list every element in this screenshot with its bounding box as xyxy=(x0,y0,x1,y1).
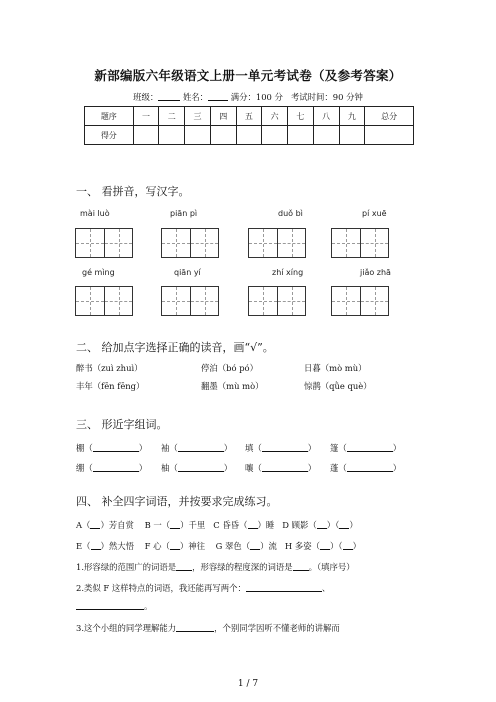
word-item: 蓬（ ） xyxy=(330,463,402,473)
score-header-cell: 四 xyxy=(210,107,236,126)
word-char: 绷（ xyxy=(76,463,93,473)
word-blank[interactable] xyxy=(93,462,139,472)
reading-option[interactable]: 醉书（zuì zhuì） xyxy=(76,363,143,373)
word-blank[interactable] xyxy=(347,442,393,452)
word-char: 柚（ xyxy=(161,463,178,473)
word-blank[interactable] xyxy=(262,462,308,472)
question-2: 2.类似 F 这样特点的词语，我还能再写两个： 、 xyxy=(76,583,331,593)
word-item: 填（ ） xyxy=(245,443,317,453)
pinyin-label: mài luò xyxy=(80,209,110,218)
question-3: 3.这个小组的同学理解能力 ，个别同学因听不懂老师的讲解而 xyxy=(76,623,340,633)
idiom-blank[interactable] xyxy=(250,540,260,550)
score-cell[interactable] xyxy=(288,126,314,145)
word-blank[interactable] xyxy=(262,442,308,452)
name-label: 姓名： xyxy=(182,92,209,102)
score-cell[interactable] xyxy=(262,126,288,145)
idiom-blank[interactable] xyxy=(248,519,258,529)
word-item: 棚（ ） xyxy=(76,443,148,453)
idiom-blank[interactable] xyxy=(170,519,180,529)
name-blank xyxy=(208,91,228,101)
answer-blank[interactable] xyxy=(246,582,322,592)
writing-grid[interactable] xyxy=(331,228,389,258)
score-header-cell: 三 xyxy=(185,107,211,126)
score-header-cell: 五 xyxy=(236,107,262,126)
score-table-score-row xyxy=(85,126,414,145)
pinyin-label: piān pì xyxy=(170,209,198,218)
exam-info-line xyxy=(0,91,496,103)
answer-blank[interactable] xyxy=(76,600,144,610)
idiom-blank[interactable] xyxy=(317,519,327,529)
answer-blank[interactable] xyxy=(176,561,192,571)
reading-option[interactable]: 日暮（mò mù） xyxy=(304,363,367,373)
pinyin-label: duǒ bì xyxy=(278,209,303,218)
word-char: 棚（ xyxy=(76,443,93,453)
score-cell[interactable] xyxy=(339,126,365,145)
pinyin-label: qiān yí xyxy=(174,268,201,277)
word-char: 嚷（ xyxy=(245,463,262,473)
idiom-blank[interactable] xyxy=(339,519,349,529)
section3-heading: 三、 形近字组词。 xyxy=(76,418,168,431)
score-cell[interactable] xyxy=(185,126,211,145)
word-char: 篷（ xyxy=(330,443,347,453)
writing-grid[interactable] xyxy=(161,228,219,258)
idiom-blank[interactable] xyxy=(320,540,330,550)
score-header-cell: 九 xyxy=(339,107,365,126)
word-item: 柚（ ） xyxy=(161,463,233,473)
question-1: 1.形容绿的范围广的词语是 ，形容绿的程度深的词语是 。（填序号） xyxy=(76,562,355,572)
writing-grid[interactable] xyxy=(331,286,389,316)
score-cell[interactable] xyxy=(133,126,159,145)
score-header-cell: 题序 xyxy=(85,107,134,126)
word-blank[interactable] xyxy=(178,462,224,472)
score-row-label: 得分 xyxy=(85,126,134,145)
word-item: 嚷（ ） xyxy=(245,463,317,473)
writing-grid[interactable] xyxy=(248,228,306,258)
writing-grid[interactable] xyxy=(248,286,306,316)
score-header-cell: 二 xyxy=(159,107,185,126)
word-item: 绷（ ） xyxy=(76,463,148,473)
score-cell[interactable] xyxy=(365,126,414,145)
class-label: 班级： xyxy=(133,92,159,102)
word-char: 袖（ xyxy=(161,443,178,453)
exam-time: 考试时间：90 分钟 xyxy=(290,92,363,102)
score-header-cell: 八 xyxy=(313,107,339,126)
score-cell[interactable] xyxy=(210,126,236,145)
page-number: 1 / 7 xyxy=(237,679,259,689)
score-header-cell: 七 xyxy=(288,107,314,126)
word-blank[interactable] xyxy=(178,442,224,452)
writing-grid[interactable] xyxy=(75,228,133,258)
score-cell[interactable] xyxy=(313,126,339,145)
section1-heading: 一、 看拼音，写汉字。 xyxy=(76,185,190,198)
reading-option[interactable]: 丰年（fēn fēng） xyxy=(76,381,145,391)
score-table xyxy=(84,106,414,145)
score-cell[interactable] xyxy=(236,126,262,145)
idiom-blank[interactable] xyxy=(91,540,101,550)
writing-grid[interactable] xyxy=(161,286,219,316)
idiom-blank[interactable] xyxy=(343,540,353,550)
pinyin-label: gé mìng xyxy=(82,268,115,277)
idiom-blank[interactable] xyxy=(90,519,100,529)
pinyin-label: zhí xíng xyxy=(272,268,304,277)
question-2-continued: 。 xyxy=(76,600,152,612)
score-cell[interactable] xyxy=(159,126,185,145)
writing-grid[interactable] xyxy=(75,286,133,316)
score-header-cell: 一 xyxy=(133,107,159,126)
pinyin-label: pí xuē xyxy=(362,209,387,218)
full-score: 满分：100 分 xyxy=(230,92,283,102)
reading-option[interactable]: 惊鹊（qǜe què） xyxy=(304,381,372,391)
reading-option[interactable]: 翻墨（mù mò） xyxy=(201,381,264,391)
word-blank[interactable] xyxy=(93,442,139,452)
section2-heading: 二、 给加点字选择正确的读音，画“√”。 xyxy=(76,341,274,354)
idiom-line-2: E（ ）然大悟 F 心（ ）神往 G 翠色（ ）流 H 多姿（ ）（ ） xyxy=(76,541,361,551)
word-char: 蓬（ xyxy=(330,463,347,473)
word-item: 篷（ ） xyxy=(330,443,402,453)
score-table-header-row xyxy=(85,107,414,126)
reading-option[interactable]: 停泊（bó pó） xyxy=(201,363,258,373)
exam-title: 新部编版六年级语文上册一单元考试卷（及参考答案） xyxy=(94,68,402,83)
score-header-cell: 总分 xyxy=(365,107,414,126)
idiom-line-1: A（ ）芳自赏 B 一（ ）千里 C 昏昏（ ）睡 D 顾影（ ）（ ） xyxy=(76,520,358,530)
idiom-blank[interactable] xyxy=(170,540,180,550)
answer-blank[interactable] xyxy=(293,561,309,571)
word-item: 袖（ ） xyxy=(161,443,233,453)
class-blank xyxy=(158,91,180,101)
pinyin-label: jiǎo zhā xyxy=(360,268,391,277)
answer-blank[interactable] xyxy=(176,622,214,632)
score-header-cell: 六 xyxy=(262,107,288,126)
word-blank[interactable] xyxy=(347,462,393,472)
word-char: 填（ xyxy=(245,443,262,453)
section4-heading: 四、 补全四字词语，并按要求完成练习。 xyxy=(76,495,278,508)
